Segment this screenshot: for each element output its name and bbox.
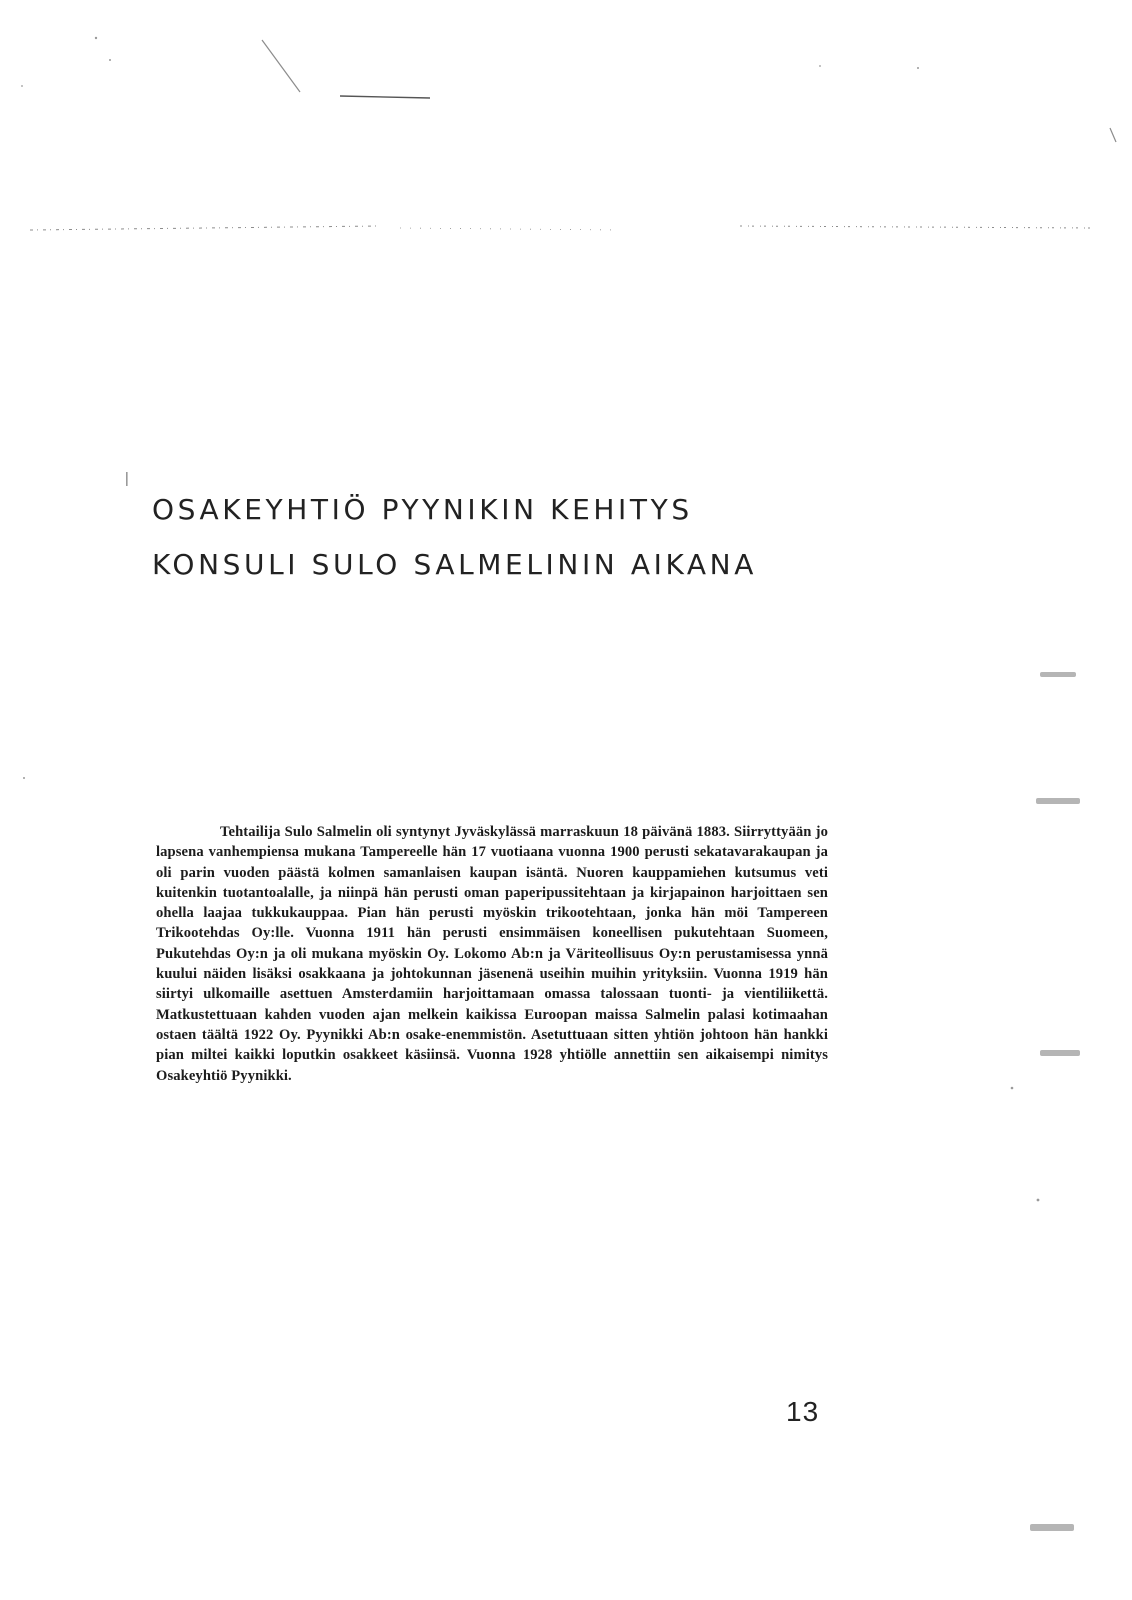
title-line-2: KONSULI SULO SALMELININ AIKANA bbox=[152, 548, 757, 581]
top-scan-noise bbox=[30, 40, 1116, 230]
body-paragraph: Tehtailija Sulo Salmelin oli syntynyt Jyväskylässä marraskuun 18 päivänä 1883. Siirryttyään jo lapsena vanhempiensa mukana Tampereelle hän 17 vuotiaana vuonna 1900 perusti sekatavarakaupan ja oli parin vuoden päästä kolmen samanlaisen kaupan isäntä. Nuoren kauppamiehen kutsumus veti kuitenkin tuotantoalalle, ja niinpä hän perusti oman paperipussitehtaan ja kirjapainon harjoittaen sen ohella laajaa tukkukauppaa. Pian hän perusti myöskin trikootehtaan, jonka hän möi Tampereen Trikootehdas Oy:lle. Vuonna 1911 hän perusti ensimmäisen koneellisen pukutehtaan Suomeen, Pukutehdas Oy:n ja oli mukana myöskin Oy. Lokomo Ab:n ja Väriteollisuus Oy:n perustamisessa ynnä kuului näiden lisäksi osakkaana ja johtokunnan jäsenenä useihin muihin yrityksiin. Vuonna 1919 hän siirtyi ulkomaille asettuen Amsterdamiin harjoittamaan omassa talossaan tuonti- ja vientiliikettä. Matkustettuaan kahden vuoden ajan melkein kaikissa Euroopan maissa Salmelin palasi kotimaahan ostaen täältä 1922 Oy. Pyynikki Ab:n osake-enemmistön. Asetuttuaan sitten yhtiön johtoon hän hankki pian miltei kaikki loputkin osakkeet käsiinsä. Vuonna 1928 yhtiölle annettiin sen aikaisempi nimitys Osakeyhtiö Pyynikki. bbox=[156, 824, 828, 1084]
margin-smudges bbox=[1030, 672, 1080, 1531]
title-line-1: OSAKEYHTIÖ PYYNIKIN KEHITYS bbox=[152, 493, 693, 526]
page-number: 13 bbox=[786, 1396, 820, 1427]
chapter-title bbox=[152, 482, 852, 592]
